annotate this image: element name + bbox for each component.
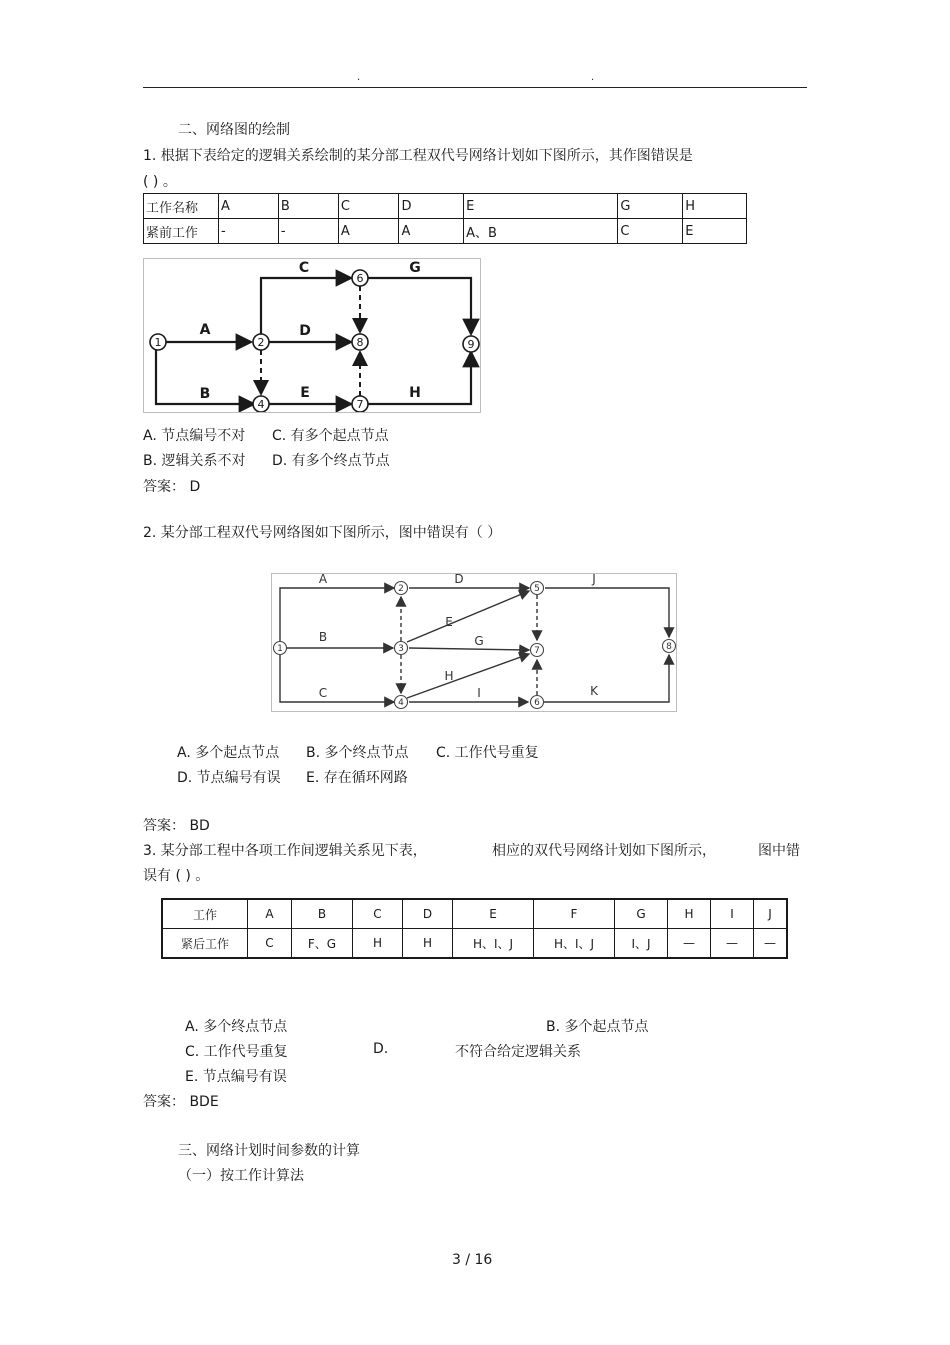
q2-option-a: A. 多个起点节点 <box>177 745 280 761</box>
q1-logic-table <box>143 193 747 244</box>
q2-option-c: C. 工作代号重复 <box>436 745 539 761</box>
table-cell: H <box>668 899 711 929</box>
arrow-label: I <box>477 686 481 700</box>
table-cell: C <box>338 194 399 219</box>
arrow-label: A <box>318 574 328 586</box>
q3-logic-table <box>161 898 788 959</box>
q2-option-d: D. 节点编号有误 <box>177 770 281 786</box>
q2-option-b: B. 多个终点节点 <box>306 745 409 761</box>
arrow-label: J <box>592 574 596 586</box>
q2-answer: 答案： BD <box>143 818 210 834</box>
table-cell: C <box>248 929 292 959</box>
q3-option-e: E. 节点编号有误 <box>185 1069 287 1085</box>
header-dot-right: . <box>591 72 595 83</box>
node-label: 9 <box>467 338 475 351</box>
section3-title: 三、网络计划时间参数的计算 <box>178 1143 360 1159</box>
section2-title: 二、网络图的绘制 <box>178 122 290 138</box>
node-label: 7 <box>534 646 540 656</box>
arrow-label: D <box>454 574 464 586</box>
header-rule <box>143 87 807 88</box>
q3-option-d-text: 不符合给定逻辑关系 <box>455 1044 581 1060</box>
table-cell: — <box>754 929 788 959</box>
table-row <box>144 219 747 244</box>
q3-stem-part2: 相应的双代号网络计划如下图所示， <box>492 843 716 859</box>
table-cell: A <box>399 219 464 244</box>
table-cell: 紧后工作 <box>162 929 248 959</box>
node-label: 3 <box>398 644 404 654</box>
table-cell: E <box>683 219 747 244</box>
node-label: 8 <box>356 336 364 349</box>
arrow-label: E <box>300 385 310 401</box>
q3-option-c: C. 工作代号重复 <box>185 1044 288 1060</box>
q2-option-e: E. 存在循环网路 <box>306 770 408 786</box>
arrow-label: E <box>445 615 453 629</box>
arrow-k <box>544 655 669 702</box>
header-dot-left: . <box>357 72 361 83</box>
node-label: 4 <box>398 698 404 708</box>
arrow-g <box>368 278 471 334</box>
q1-stem-blank: ( ) 。 <box>143 174 177 190</box>
table-cell: I、J <box>615 929 668 959</box>
table-cell: H <box>403 929 453 959</box>
arrow-label: C <box>298 260 310 276</box>
q3-option-d-letter: D. <box>373 1041 389 1057</box>
q1-option-d: D. 有多个终点节点 <box>272 453 390 469</box>
q3-answer: 答案： BDE <box>143 1094 219 1110</box>
table-cell: A、B <box>464 219 618 244</box>
table-cell: E <box>464 194 618 219</box>
section3-subtitle: （一）按工作计算法 <box>178 1168 304 1184</box>
arrow-c <box>280 654 394 702</box>
table-cell: A <box>219 194 279 219</box>
table-cell: G <box>618 194 683 219</box>
arrow-e <box>407 591 529 642</box>
table-cell: A <box>338 219 399 244</box>
q1-option-a: A. 节点编号不对 <box>143 428 246 444</box>
q1-option-b: B. 逻辑关系不对 <box>143 453 246 469</box>
node-label: 8 <box>666 642 672 652</box>
node-label: 2 <box>257 336 265 349</box>
node-label: 5 <box>534 584 540 594</box>
q3-option-a: A. 多个终点节点 <box>185 1019 288 1035</box>
node-label: 1 <box>277 644 283 654</box>
node-label: 4 <box>257 398 265 411</box>
table-cell: G <box>615 899 668 929</box>
table-cell: H、I、J <box>453 929 534 959</box>
table-cell: 工作 <box>162 899 248 929</box>
table-cell: - <box>219 219 279 244</box>
table-cell: — <box>711 929 754 959</box>
table-cell: H <box>353 929 403 959</box>
table-cell: F <box>534 899 615 929</box>
table-cell: F、G <box>292 929 353 959</box>
table-cell: C <box>353 899 403 929</box>
table-cell: C <box>618 219 683 244</box>
table-row <box>162 899 787 929</box>
q1-answer: 答案： D <box>143 479 201 495</box>
table-cell: D <box>403 899 453 929</box>
q1-option-c: C. 有多个起点节点 <box>272 428 389 444</box>
table-cell: B <box>278 194 338 219</box>
arrow-label: B <box>318 630 328 644</box>
arrow-label: H <box>409 385 421 401</box>
table-row <box>162 929 787 959</box>
node-label: 7 <box>356 398 364 411</box>
table-cell: — <box>668 929 711 959</box>
arrow-j <box>545 588 669 637</box>
table-cell: J <box>754 899 788 929</box>
arrow-label: G <box>474 634 484 648</box>
table-cell: I <box>711 899 754 929</box>
arrow-label: C <box>318 686 328 700</box>
table-cell: H、I、J <box>534 929 615 959</box>
table-cell: 紧前工作 <box>144 219 219 244</box>
q2-stem: 2. 某分部工程双代号网络图如下图所示，图中错误有（ ） <box>143 525 502 541</box>
q3-stem-part1: 3. 某分部工程中各项工作间逻辑关系见下表， <box>143 843 427 859</box>
arrow-a <box>280 588 394 642</box>
node-label: 6 <box>534 698 540 708</box>
arrow-label: G <box>409 260 421 276</box>
node-label: 2 <box>398 584 404 594</box>
table-cell: D <box>399 194 464 219</box>
page-number: 3 / 16 <box>452 1252 493 1268</box>
q3-stem-blank: 误有 ( ) 。 <box>143 868 210 884</box>
node-label: 6 <box>356 272 364 285</box>
table-row <box>144 194 747 219</box>
q1-stem: 1. 根据下表给定的逻辑关系绘制的某分部工程双代号网络计划如下图所示，其作图错误是 <box>143 148 693 164</box>
table-cell: A <box>248 899 292 929</box>
q3-option-b: B. 多个起点节点 <box>546 1019 649 1035</box>
arrow-g <box>409 648 529 650</box>
arrow-label: A <box>199 322 211 338</box>
q2-network-diagram <box>271 573 677 712</box>
arrow-label: D <box>299 323 311 339</box>
q3-stem-part3: 图中错 <box>758 843 800 859</box>
q1-network-diagram <box>143 258 481 413</box>
arrow-h <box>407 654 529 698</box>
table-cell: - <box>278 219 338 244</box>
table-cell: 工作名称 <box>144 194 219 219</box>
table-cell: E <box>453 899 534 929</box>
table-cell: H <box>683 194 747 219</box>
arrow-label: K <box>590 684 598 698</box>
table-cell: B <box>292 899 353 929</box>
arrow-label: H <box>444 669 454 683</box>
arrow-label: B <box>199 386 211 402</box>
node-label: 1 <box>154 336 162 349</box>
